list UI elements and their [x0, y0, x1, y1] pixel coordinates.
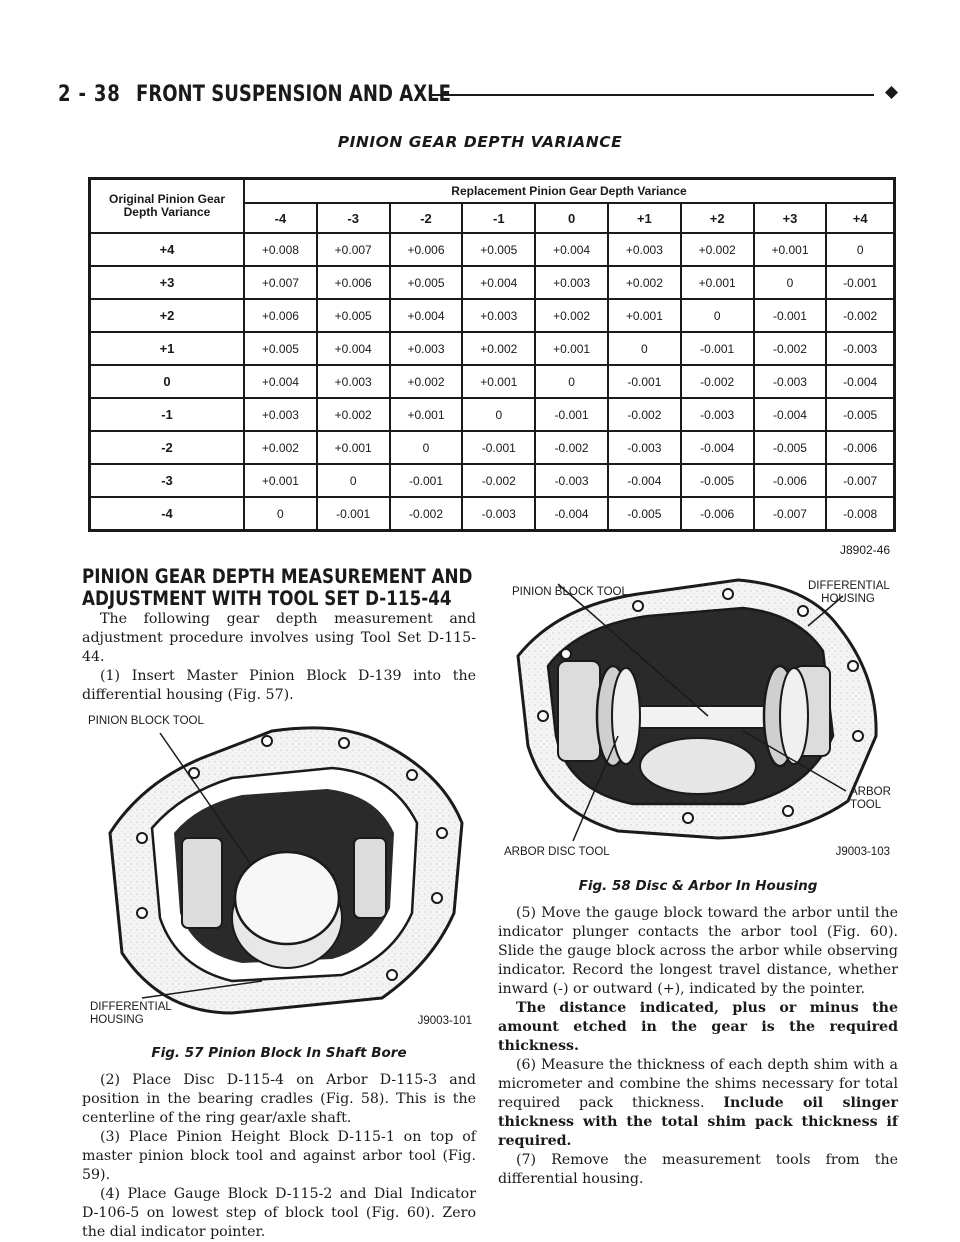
table-row — [90, 299, 895, 332]
table-cell: +0.002 — [462, 332, 535, 365]
fig58-label-housing: DIFFERENTIAL HOUSING — [808, 580, 890, 605]
step-7: (7) Remove the measurement tools from the differential housing. — [498, 1152, 898, 1187]
page-number: 2 - 38 — [58, 82, 121, 107]
step-2: (2) Place Disc D-115-4 on Arbor D-115-3 and position in the bearing cradles (Fig. 58). This is the centerline of the ring gear/axle shaft. — [82, 1072, 476, 1126]
table-cell: +0.002 — [390, 365, 463, 398]
table-cell: +0.002 — [317, 398, 390, 431]
fig58-label-arbor: ARBOR TOOL — [850, 786, 891, 811]
table-body — [90, 233, 895, 531]
table-cell: -0.003 — [826, 332, 894, 365]
table-cell: -0.004 — [826, 365, 894, 398]
table-cell: -0.003 — [462, 497, 535, 531]
table-cell: +0.005 — [317, 299, 390, 332]
table-cell: +0.007 — [317, 233, 390, 266]
table-cell: 0 — [608, 332, 681, 365]
table-cell: +0.001 — [754, 233, 827, 266]
row-header: +4 — [90, 233, 245, 266]
table-cell: +0.003 — [462, 299, 535, 332]
row-header: 0 — [90, 365, 245, 398]
table-cell: -0.007 — [754, 497, 827, 531]
table-cell: +0.004 — [317, 332, 390, 365]
table-row — [90, 233, 895, 266]
fig58-caption: Fig. 58 Disc & Arbor In Housing — [578, 878, 818, 894]
table-cell: -0.002 — [826, 299, 894, 332]
fig57-caption: Fig. 57 Pinion Block In Shaft Bore — [151, 1045, 407, 1061]
table-cell: +0.004 — [535, 233, 608, 266]
row-header: +2 — [90, 299, 245, 332]
table-cell: 0 — [317, 464, 390, 497]
table-cell: -0.005 — [608, 497, 681, 531]
step-1: (1) Insert Master Pinion Block D-139 into the differential housing (Fig. 57). — [82, 668, 476, 703]
table-cell: +0.005 — [244, 332, 317, 365]
table-cell: -0.005 — [826, 398, 894, 431]
table-cell: -0.001 — [317, 497, 390, 531]
table-cell: +0.006 — [390, 233, 463, 266]
header-rule — [430, 94, 874, 96]
table-cell: +0.001 — [608, 299, 681, 332]
table-cell: 0 — [390, 431, 463, 464]
table-cell: -0.002 — [535, 431, 608, 464]
table-cell: -0.003 — [681, 398, 754, 431]
fig58-id: J9003-103 — [835, 846, 890, 858]
table-cell: -0.003 — [608, 431, 681, 464]
column-header: -1 — [462, 203, 535, 233]
table-cell: +0.002 — [681, 233, 754, 266]
column-header: -2 — [390, 203, 463, 233]
table-cell: +0.003 — [608, 233, 681, 266]
table-cell: -0.001 — [681, 332, 754, 365]
section-title: FRONT SUSPENSION AND AXLE — [136, 82, 451, 107]
table-cell: -0.002 — [681, 365, 754, 398]
table-cell: +0.001 — [681, 266, 754, 299]
table-cell: 0 — [826, 233, 894, 266]
table-row — [90, 332, 895, 365]
fig57-label-housing: DIFFERENTIAL HOUSING — [90, 1001, 172, 1026]
fig58-label-tool: PINION BLOCK TOOL — [512, 586, 628, 598]
table-cell: +0.004 — [244, 365, 317, 398]
disc-arbor-illustration — [498, 566, 898, 860]
table-row — [90, 365, 895, 398]
table-cell: -0.005 — [754, 431, 827, 464]
table-cell: +0.003 — [390, 332, 463, 365]
table-cell: -0.001 — [608, 365, 681, 398]
variance-table — [88, 177, 896, 532]
table-cell: +0.001 — [390, 398, 463, 431]
table-cell: +0.003 — [317, 365, 390, 398]
group-header: Replacement Pinion Gear Depth Variance — [244, 179, 895, 204]
row-header: -3 — [90, 464, 245, 497]
table-cell: +0.001 — [535, 332, 608, 365]
table-cell: +0.002 — [535, 299, 608, 332]
table-row — [90, 431, 895, 464]
column-header: -4 — [244, 203, 317, 233]
right-column — [498, 566, 898, 1189]
step-3: (3) Place Pinion Height Block D-115-1 on top of master pinion block tool and against arbor tool (Fig. 59). — [82, 1129, 476, 1183]
row-header: +3 — [90, 266, 245, 299]
table-cell: -0.004 — [681, 431, 754, 464]
row-header: +1 — [90, 332, 245, 365]
table-cell: -0.002 — [608, 398, 681, 431]
table-cell: -0.004 — [754, 398, 827, 431]
pinion-block-illustration — [82, 713, 476, 1039]
table-cell: -0.003 — [535, 464, 608, 497]
table-cell: -0.007 — [826, 464, 894, 497]
table-cell: 0 — [244, 497, 317, 531]
table-cell: +0.008 — [244, 233, 317, 266]
table-cell: -0.003 — [754, 365, 827, 398]
table-cell: +0.004 — [462, 266, 535, 299]
table-cell: -0.002 — [754, 332, 827, 365]
table-cell: -0.004 — [608, 464, 681, 497]
column-header: 0 — [535, 203, 608, 233]
table-row — [90, 464, 895, 497]
step-6-text: (6) Measure the thickness of each depth shim with a micrometer and combine the shims necessary for total required pack thickness. — [498, 1057, 898, 1111]
column-header: +4 — [826, 203, 894, 233]
table-cell: -0.006 — [754, 464, 827, 497]
table-cell: 0 — [535, 365, 608, 398]
table-cell: -0.001 — [462, 431, 535, 464]
table-cell: +0.005 — [462, 233, 535, 266]
table-figure-id: J8902-46 — [840, 543, 891, 557]
table-cell: +0.001 — [317, 431, 390, 464]
table-cell: +0.002 — [244, 431, 317, 464]
fig57-label-tool: PINION BLOCK TOOL — [88, 715, 204, 727]
table-cell: +0.003 — [244, 398, 317, 431]
table-cell: 0 — [462, 398, 535, 431]
column-header: +1 — [608, 203, 681, 233]
table-cell: +0.004 — [390, 299, 463, 332]
table-title: PINION GEAR DEPTH VARIANCE — [337, 133, 623, 151]
fig57-id: J9003-101 — [417, 1015, 472, 1027]
table-cell: +0.001 — [244, 464, 317, 497]
table-row — [90, 266, 895, 299]
note-bold: The distance indicated, plus or minus the amount etched in the gear is the required thickness. — [498, 1000, 898, 1054]
corner-header: Original Pinion Gear Depth Variance — [90, 179, 245, 234]
table-cell: -0.005 — [681, 464, 754, 497]
table-row — [90, 398, 895, 431]
fig58-label-disc: ARBOR DISC TOOL — [504, 846, 610, 858]
table-row — [90, 497, 895, 531]
row-header: -2 — [90, 431, 245, 464]
table-cell: -0.004 — [535, 497, 608, 531]
step-6 — [498, 1056, 898, 1151]
column-header: -3 — [317, 203, 390, 233]
table-cell: -0.002 — [462, 464, 535, 497]
step-6-bold: Include oil slinger thickness with the total shim pack thickness if required. — [498, 1095, 898, 1149]
intro-paragraph: The following gear depth measurement and adjustment procedure involves using Tool Set D-115-44. — [82, 611, 476, 665]
figure-57 — [82, 713, 476, 1039]
table-cell: +0.002 — [608, 266, 681, 299]
table-cell: +0.003 — [535, 266, 608, 299]
diamond-icon — [885, 86, 898, 99]
table-cell: 0 — [681, 299, 754, 332]
table-cell: +0.007 — [244, 266, 317, 299]
table-cell: +0.001 — [462, 365, 535, 398]
step-5: (5) Move the gauge block toward the arbor until the indicator plunger contacts the arbor tool (Fig. 60). Slide the gauge block across the arbor while observing indicator. Record the longest travel distance, whether inward (-) or outward (+), indicated by the pointer. — [498, 905, 898, 997]
table-cell: +0.006 — [244, 299, 317, 332]
step-4: (4) Place Gauge Block D-115-2 and Dial Indicator D-106-5 on lowest step of block tool (Fig. 60). Zero the dial indicator pointer. — [82, 1186, 476, 1240]
page-header — [58, 82, 898, 112]
table-cell: +0.006 — [317, 266, 390, 299]
table-cell: -0.001 — [826, 266, 894, 299]
section-heading: PINION GEAR DEPTH MEASUREMENT AND ADJUSTMENT WITH TOOL SET D-115-44 — [82, 565, 473, 610]
column-header: +3 — [754, 203, 827, 233]
figure-58 — [498, 566, 898, 860]
row-header: -1 — [90, 398, 245, 431]
table-cell: -0.006 — [826, 431, 894, 464]
table-cell: -0.001 — [390, 464, 463, 497]
table-cell: -0.006 — [681, 497, 754, 531]
table-cell: -0.008 — [826, 497, 894, 531]
table-cell: -0.001 — [754, 299, 827, 332]
row-header: -4 — [90, 497, 245, 531]
table-cell: +0.005 — [390, 266, 463, 299]
table-cell: -0.001 — [535, 398, 608, 431]
column-header: +2 — [681, 203, 754, 233]
table-cell: 0 — [754, 266, 827, 299]
table-cell: -0.002 — [390, 497, 463, 531]
left-column — [82, 566, 476, 1242]
